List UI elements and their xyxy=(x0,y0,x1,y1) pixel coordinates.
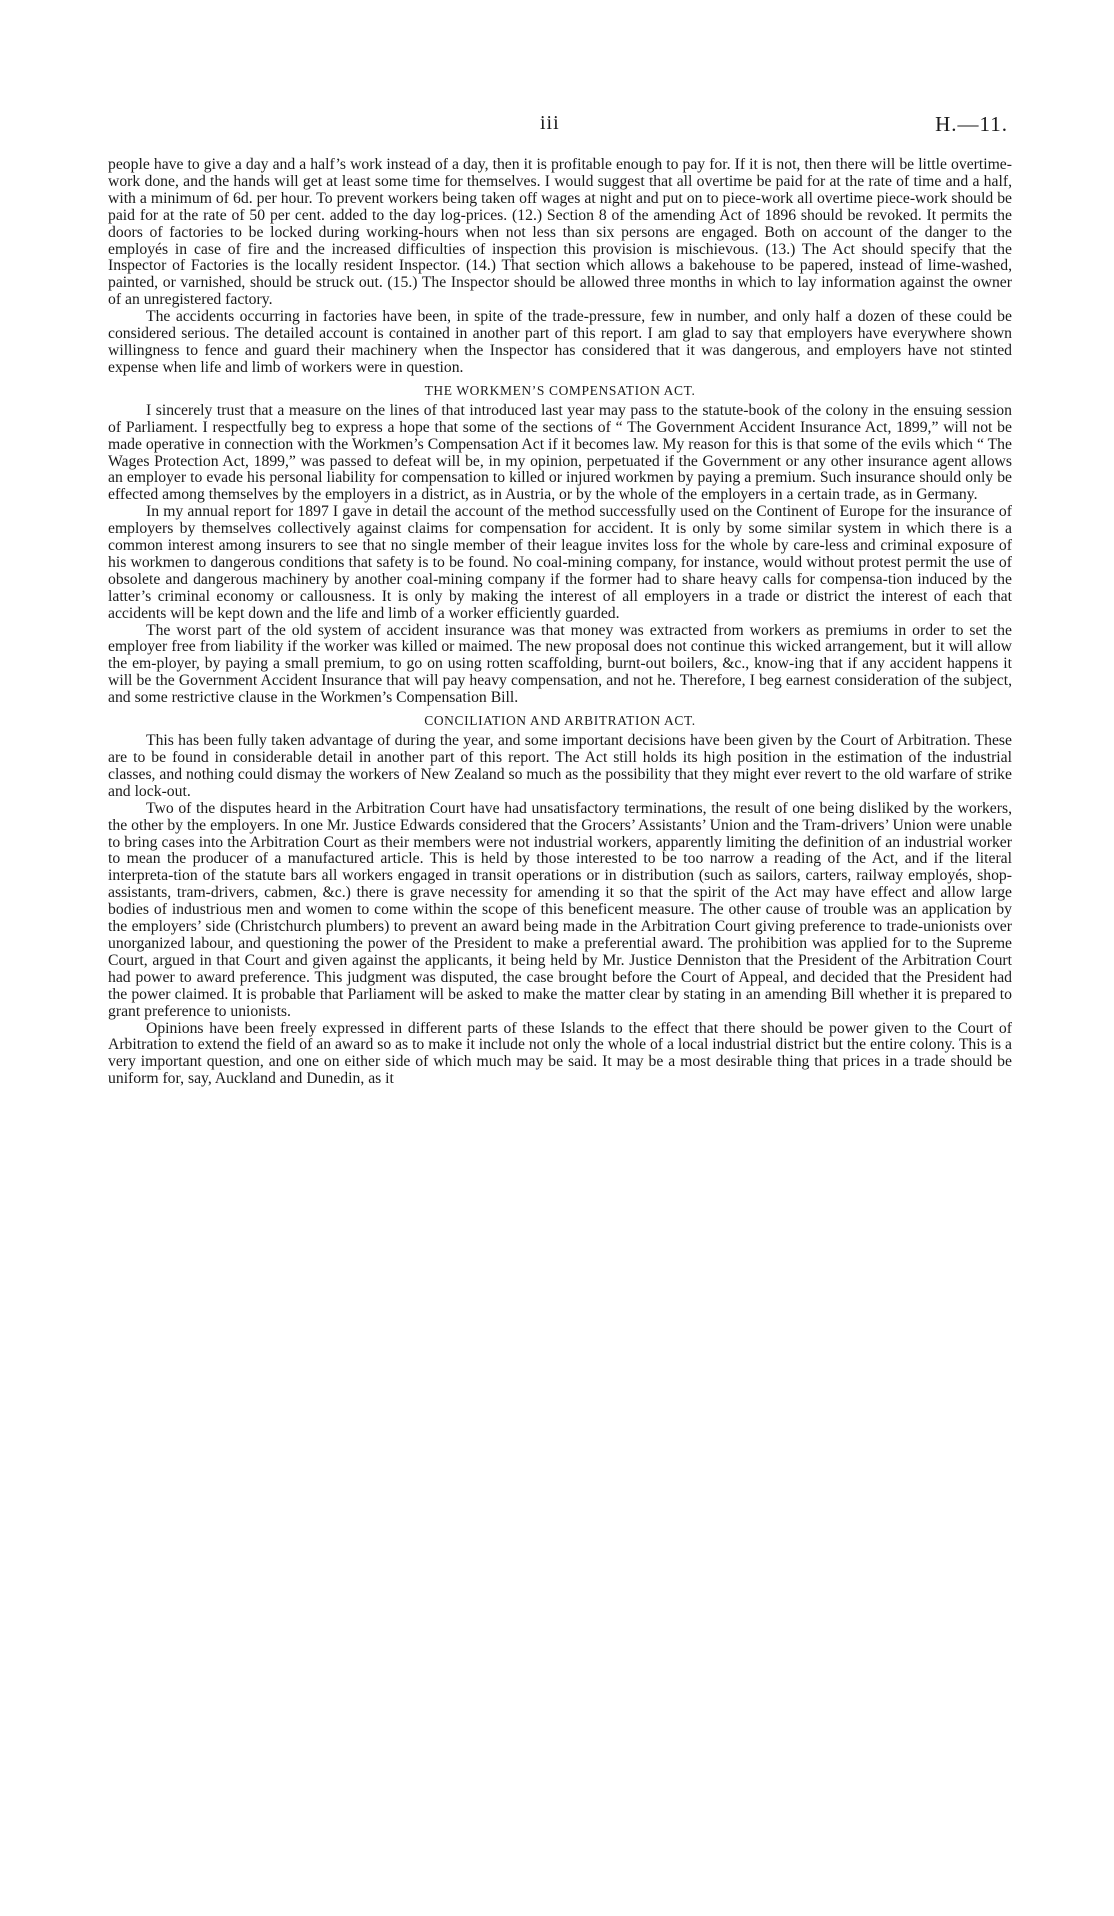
paragraph-old-system: The worst part of the old system of accident insurance was that money was extracted from workers as premiums in order to set the employer free from liability if the worker was killed or maimed. The new proposal does not continue this wicked arrangement, but it will allow the em-ployer, by paying a small premium, to go on using rotten scaffolding, burnt-out boilers, &c., know-ing that if any accident happens it will be the Government Accident Insurance that will pay heavy compensation, and not he. Therefore, I beg earnest consideration of the subject, and some restrictive clause in the Workmen’s Compensation Bill. xyxy=(108,621,1012,707)
page-number: iii xyxy=(540,112,560,134)
paragraph-continental-insurance: In my annual report for 1897 I gave in detail the account of the method successfully used on the Continent of Europe for the insurance of employers by themselves collectively against claims for compensation for accident. It is only by some similar system in which there is a common interest among insurers to see that no single member of their league invites loss for the whole by care-less and criminal exposure of his workmen to dangerous conditions that safety is to be found. No coal-mining company, for instance, would without protest permit the use of obsolete and dangerous machinery by another coal-mining company if the former had to share heavy calls for compensa-tion induced by the latter’s criminal economy or callousness. It is only by making the interest of all employers in a trade or district the interest of each that accidents will be kept down and the life and limb of a worker efficiently guarded. xyxy=(108,503,1012,622)
paragraph-arbitration-advantage: This has been fully taken advantage of during the year, and some important decisions have been given by the Court of Arbitration. These are to be found in considerable detail in another part of this report. The Act still holds its high position in the estimation of the industrial classes, and nothing could dismay the workers of New Zealand so much as the possibility that they might ever revert to the old warfare of strike and lock-out. xyxy=(108,732,1012,800)
document-reference: H.—11. xyxy=(935,112,1008,136)
page-body xyxy=(108,157,1012,1088)
paragraph-factory-accidents: The accidents occurring in factories have been, in spite of the trade-pressure, few in number, and only half a dozen of these could be considered serious. The detailed account is contained in another part of this report. I am glad to say that employers have everywhere shown willingness to fence and guard their machinery when the Inspector has considered that it was dangerous, and employers have not stinted expense when life and limb of workers were in question. xyxy=(108,308,1012,376)
section-heading-workmens-compensation: THE WORKMEN’S COMPENSATION ACT. xyxy=(424,382,696,398)
page-header xyxy=(0,112,1114,142)
paragraph-factories-recommendations: people have to give a day and a half’s work instead of a day, then it is profitable enough to pay for. If it is not, then there will be little overtime-work done, and the hands will get at least some time for themselves. I would suggest that all overtime be paid for at the rate of time and a half, with a minimum of 6d. per hour. To prevent workers being taken off wages at night and put on to piece-work all overtime piece-work should be paid for at the rate of 50 per cent. added to the day log-prices. (12.) Section 8 of the amending Act of 1896 should be revoked. It permits the doors of factories to be locked during working-hours when not less than six persons are engaged. Both on account of the danger to the employés in case of fire and the increased difficulties of inspection this provision is mischievous. (13.) The Act should specify that the Inspector of Factories is the locally resident Inspector. (14.) That section which allows a bakehouse to be papered, instead of lime-washed, painted, or varnished, should be struck out. (15.) The Inspector should be allowed three months in which to lay information against the owner of an unregistered factory. xyxy=(108,156,1012,309)
paragraph-colony-wide-awards: Opinions have been freely expressed in different parts of these Islands to the effect that there should be power given to the Court of Arbitration to extend the field of an award so as to make it include not only the whole of a local industrial district but the entire colony. This is a very important question, and one on either side of which much may be said. It may be a most desirable thing that prices in a trade should be uniform for, say, Auckland and Dunedin, as it xyxy=(108,1019,1012,1088)
paragraph-compensation-measure: I sincerely trust that a measure on the lines of that introduced last year may pass to the statute-book of the colony in the ensuing session of Parliament. I respectfully beg to express a hope that some of the sections of “ The Government Accident Insurance Act, 1899,” will not be made operative in connection with the Workmen’s Compensation Act if it becomes law. My reason for this is that some of the evils which “ The Wages Protection Act, 1899,” was passed to defeat will be, in my opinion, perpetuated if the Government or any other insurance agent allows an employer to evade his personal liability for compensation to killed or injured workmen by paying a premium. Such insurance should only be effected among themselves by the employers in a district, as in Austria, or by the whole of the employers in a certain trade, as in Germany. xyxy=(108,401,1012,504)
section-heading-conciliation-arbitration: CONCILIATION AND ARBITRATION ACT. xyxy=(424,713,696,729)
paragraph-arbitration-disputes: Two of the disputes heard in the Arbitration Court have had unsatisfactory terminations, the result of one being disliked by the workers, the other by the employers. In one Mr. Justice Edwards considered that the Grocers’ Assistants’ Union and the Tram-drivers’ Union were unable to bring cases into the Arbitration Court as their members were not industrial workers, apparently limiting the definition of an industrial worker to mean the producer of a manufactured article. This is held by those interested to be too narrow a reading of the Act, and if the literal interpreta-tion of the statute bars all workers engaged in transit operations or in distribution (such as sailors, carters, railway employés, shop-assistants, tram-drivers, cabmen, &c.) there is grave necessity for amending it so that the spirit of the Act may have effect and allow large bodies of industrious men and women to come within the scope of this beneficent measure. The other cause of trouble was an application by the employers’ side (Christchurch plumbers) to prevent an award being made in the Arbitration Court giving preference to trade-unionists over unorganized labour, and questioning the power of the President to make a preferential award. The prohibition was applied for to the Supreme Court, argued in that Court and given against the applicants, it being held by Mr. Justice Denniston that the President of the Arbitration Court had power to award preference. This judgment was disputed, the case brought before the Court of Appeal, and decided that the President had the power claimed. It is probable that Parliament will be asked to make the matter clear by stating in an amending Bill whether it is prepared to grant preference to unionists. xyxy=(108,799,1012,1020)
